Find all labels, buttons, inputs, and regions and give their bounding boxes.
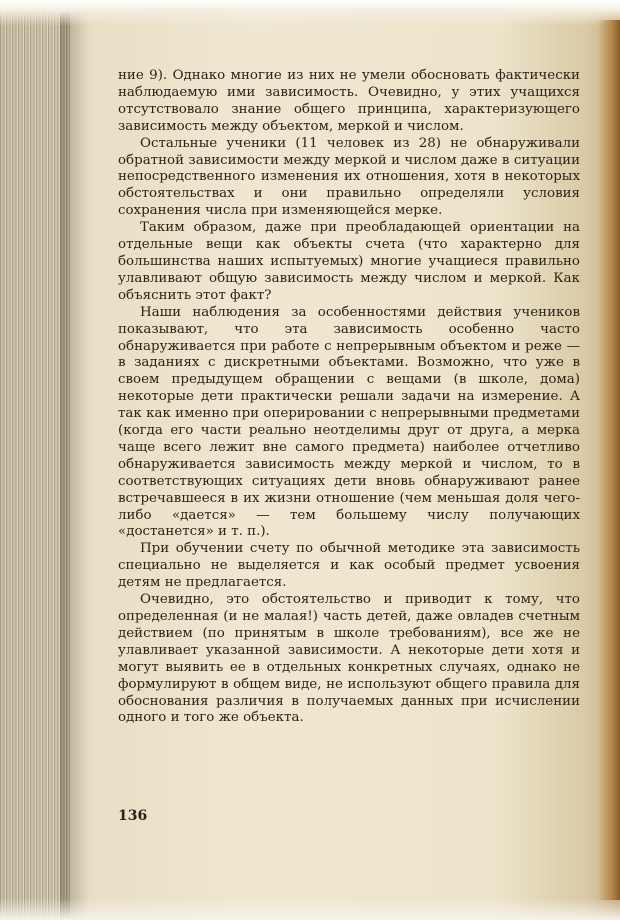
- right-page-edge: [598, 20, 620, 900]
- paragraph-3: Таким образом, даже при преобладающей ориентации на отдельные вещи как объекты счета (что характерно для большинства наших испытуемых) многие учащиеся правильно улавливают общую зависимость между числом и меркой. Как объяснить этот факт?: [118, 220, 580, 303]
- paragraph-2: Остальные ученики (11 человек из 28) не обнаруживали обратной зависимости между меркой и числом даже в ситуации непосредственного изменения их отношения, хотя в некоторых обстоятельствах и они правильно определяли условия сохранения числа при изменяющейся мерке.: [118, 135, 580, 219]
- paragraph-4: Наши наблюдения за особенностями действия учеников показывают, что эта зависимость особенно часто обнаруживается при работе с непрерывным объектом и реже — в заданиях с дискретными объектами. Возможно, что уже в своем предыдущем обращении с вещами (в школе, дома) некоторые дети практически решали задачи на измерение. А так как именно при оперировании с непрерывными предметами (когда его части реально неотделимы друг от друга, а мерка чаще всего лежит вне самого предмета) наиболее отчетливо обнаруживается зависимость между меркой и числом, то в соответствующих ситуациях дети вновь обнаруживают ранее встречавшееся в их жизни отношение (чем меньшая доля чего-либо «дается» — тем большему числу получающих «достанется» и т. п.).: [118, 304, 580, 540]
- paragraph-1: ние 9). Однако многие из них не умели обосновать фактически наблюдаемую ими зависимость. Очевидно, у этих учащихся отсутствовало знание общего принципа, характеризующего зависимость между объектом, меркой и числом.: [118, 68, 580, 134]
- page-number: 136: [118, 808, 148, 824]
- page-body: [118, 68, 580, 727]
- paragraph-6: Очевидно, это обстоятельство и приводит к тому, что определенная (и не малая!) часть детей, даже овладев счетным действием (по принятым в школе требованиям), все же не улавливает указанной зависимости. А некоторые дети хотя и могут выявить ее в отдельных конкретных случаях, однако не формулируют в общем виде, не используют общего правила для обоснования различия в получаемых данных при исчислении одного и того же объекта.: [118, 592, 580, 726]
- paragraph-5: При обучении счету по обычной методике эта зависимость специально не выделяется и как особый предмет усвоения детям не предлагается.: [118, 541, 580, 591]
- bottom-page-edge: [0, 898, 620, 920]
- top-page-edge: [0, 0, 620, 26]
- binding-shadow: [60, 0, 90, 920]
